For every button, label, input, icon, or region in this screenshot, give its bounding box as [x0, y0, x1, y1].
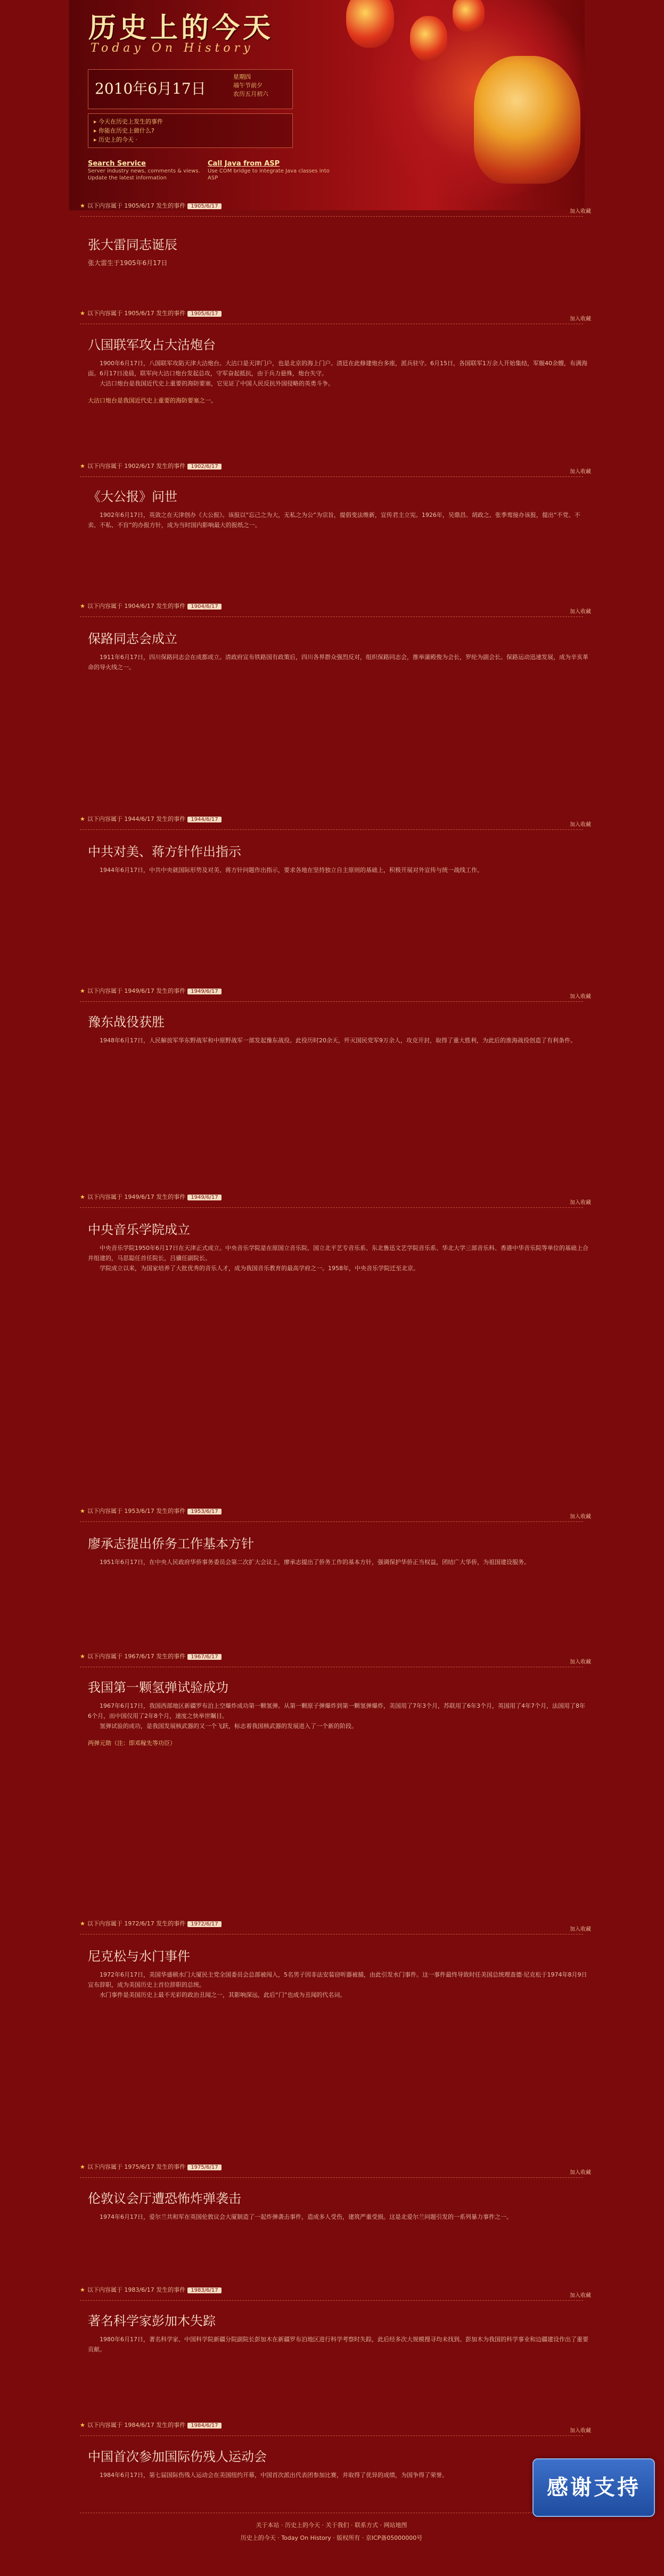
footer-link[interactable]: 关于本站 — [256, 2522, 280, 2529]
date-tag[interactable]: 1949/6/17 — [187, 1195, 221, 1200]
nav-item[interactable]: ▸ 历史上的今天 · — [94, 135, 287, 144]
date-side — [233, 73, 268, 98]
bookmark-link[interactable]: 加入收藏 — [570, 2170, 591, 2176]
date-tag[interactable]: 1949/6/17 — [187, 989, 221, 994]
promo-left-desc: Server industry news, comments & views. Update the latest information — [88, 168, 200, 181]
article — [88, 234, 588, 271]
article — [88, 2310, 588, 2355]
date-side-line: 农历五月初六 — [233, 90, 268, 97]
article-title[interactable]: 伦敦议会厅遭恐怖炸弹袭击 — [88, 2191, 241, 2206]
entry-meta-prefix: 以下内容属于 1905/6/17 发生的事件 — [87, 310, 186, 317]
article-note: 大沽口炮台是我国近代史上重要的海防要塞之一。 — [88, 397, 217, 404]
bookmark-link[interactable]: 加入收藏 — [570, 609, 591, 615]
entry-meta — [80, 1652, 591, 1663]
entry-divider — [80, 476, 583, 477]
star-icon: ★ — [80, 463, 85, 470]
entry-divider — [80, 2435, 583, 2436]
entry-meta — [80, 201, 591, 215]
entry-divider — [80, 829, 583, 830]
nav-item[interactable]: ▸ 今天在历史上发生的事件 — [94, 117, 287, 126]
entry-meta — [80, 814, 591, 828]
article — [88, 334, 588, 405]
footer-links: 关于本站 · 历史上的今天 · 关于我们 · 联系方式 · 网站地图 — [256, 2522, 407, 2529]
article-title[interactable]: 张大雷同志诞辰 — [88, 237, 177, 252]
footer-link[interactable]: 历史上的今天 — [285, 2522, 320, 2529]
article-title[interactable]: 中国首次参加国际伤残人运动会 — [88, 2449, 267, 2464]
entry-meta — [80, 602, 591, 615]
article-title[interactable]: 尼克松与水门事件 — [88, 1949, 190, 1964]
article — [88, 1533, 588, 1567]
article-note: 两弹元勋（注：即邓稼先等功臣） — [88, 1740, 176, 1747]
article-paragraph: 水门事件是美国历史上最不光彩的政治丑闻之一，其影响深远，此后“门”也成为丑闻的代名词。 — [100, 1991, 346, 1998]
article-title[interactable]: 廖承志提出侨务工作基本方针 — [88, 1536, 254, 1551]
article-title[interactable]: 保路同志会成立 — [88, 631, 177, 646]
site-subtitle: Today On History — [91, 42, 254, 55]
date-tag[interactable]: 1983/6/17 — [187, 2287, 221, 2293]
lion-dance-image — [474, 56, 580, 184]
entry-meta-prefix: 以下内容属于 1953/6/17 发生的事件 — [87, 1508, 186, 1515]
date-tag[interactable]: 1902/6/17 — [187, 464, 221, 470]
date-tag[interactable]: 1975/6/17 — [187, 2165, 221, 2170]
article-paragraph: 1911年6月17日，四川保路同志会在成都成立。清政府宣布铁路国有政策后，四川各界群众强烈反对，组织保路同志会，推举蒲殿俊为会长，罗纶为副会长。保路运动迅速发展，成为辛亥革命的导火线之一。 — [88, 654, 588, 671]
date-tag[interactable]: 1984/6/17 — [187, 2423, 221, 2429]
date-tag[interactable]: 1905/6/17 — [187, 203, 221, 209]
date-tag[interactable]: 1972/6/17 — [187, 1921, 221, 1927]
article — [88, 1011, 588, 1046]
date-tag[interactable]: 1967/6/17 — [187, 1654, 221, 1660]
entry-meta — [80, 309, 591, 322]
entry-meta — [80, 2162, 591, 2176]
promo-right-link[interactable]: Call Java from ASP — [208, 160, 280, 168]
entry-divider — [80, 616, 583, 617]
article-paragraph: 1951年6月17日，在中央人民政府华侨事务委员会第二次扩大会议上，廖承志提出了侨务工作的基本方针，强调保护华侨正当权益，团结广大华侨，为祖国建设服务。 — [100, 1559, 530, 1566]
site-header — [69, 0, 585, 210]
bookmark-link[interactable]: 加入收藏 — [570, 1200, 591, 1206]
entry-divider — [80, 1001, 583, 1002]
bookmark-link[interactable]: 加入收藏 — [570, 2293, 591, 2299]
bookmark-link[interactable]: 加入收藏 — [570, 209, 591, 215]
entry-meta-prefix: 以下内容属于 1972/6/17 发生的事件 — [87, 1920, 186, 1927]
entry-meta-prefix: 以下内容属于 1949/6/17 发生的事件 — [87, 1194, 186, 1200]
star-icon: ★ — [80, 603, 85, 610]
entry-meta — [80, 462, 591, 475]
article — [88, 2188, 588, 2222]
promo-left-link[interactable]: Search Service — [88, 160, 146, 168]
date-tag[interactable]: 1904/6/17 — [187, 604, 221, 610]
star-icon: ★ — [80, 1508, 85, 1515]
bookmark-link[interactable]: 加入收藏 — [570, 1514, 591, 1520]
date-tag[interactable]: 1953/6/17 — [187, 1509, 221, 1515]
star-icon: ★ — [80, 1194, 85, 1200]
article-paragraph: 大沽口炮台是我国近代史上重要的海防要塞，它见证了中国人民反抗外国侵略的英勇斗争。 — [100, 380, 334, 387]
article-subtitle: 张大雷生于1905年6月17日 — [88, 259, 168, 267]
star-icon: ★ — [80, 1653, 85, 1660]
star-icon: ★ — [80, 202, 85, 209]
article-paragraph: 1900年6月17日，八国联军攻陷天津大沽炮台。大沽口是天津门户，也是北京的海上门户。清廷在此修建炮台多座，派兵驻守。6月15日，各国联军1万余人开始集结，军舰40余艘，布满海面。6月17日凌晨，联军向大沽口炮台发起总攻，守军奋起抵抗，由于兵力悬殊，炮台失守。 — [88, 360, 587, 377]
article-paragraph: 1967年6月17日，我国西部地区新疆罗布泊上空爆炸成功第一颗氢弹。从第一颗原子弹爆炸到第一颗氢弹爆炸，美国用了7年3个月，苏联用了6年3个月，英国用了4年7个月，法国用了8年6个月，而中国仅用了2年8个月，速度之快举世瞩目。 — [88, 1702, 585, 1719]
article — [88, 2446, 588, 2480]
bookmark-link[interactable]: 加入收藏 — [570, 822, 591, 828]
entry-meta — [80, 2421, 591, 2434]
bookmark-link[interactable]: 加入收藏 — [570, 316, 591, 322]
article-title[interactable]: 著名科学家彭加木失踪 — [88, 2314, 216, 2328]
article-paragraph: 1944年6月17日，中共中央就国际形势及对美、蒋方针问题作出指示，要求各地在坚持独立自主原则的基础上，积极开展对外宣传与统一战线工作。 — [100, 867, 483, 874]
date-text: 2010年6月17日 — [95, 80, 206, 97]
article — [88, 1219, 588, 1273]
entry-divider — [80, 1934, 583, 1935]
entry-meta — [80, 1192, 591, 1206]
article — [88, 486, 588, 530]
header-nav — [88, 113, 293, 148]
promo-right-desc: Use COM bridge to integrate Java classes into ASP — [208, 168, 330, 181]
footer-link[interactable]: 关于我们 — [325, 2522, 349, 2529]
date-tag[interactable]: 1905/6/17 — [187, 311, 221, 317]
star-icon: ★ — [80, 2286, 85, 2293]
lantern-icon — [346, 0, 394, 48]
article-paragraph: 1974年6月17日，爱尔兰共和军在英国伦敦议会大厦制造了一起炸弹袭击事件，造成多人受伤，建筑严重受损。这是北爱尔兰问题引发的一系列暴力事件之一。 — [100, 2213, 512, 2220]
entry-meta-prefix: 以下内容属于 1984/6/17 发生的事件 — [87, 2422, 186, 2429]
entry-meta-prefix: 以下内容属于 1967/6/17 发生的事件 — [87, 1653, 186, 1660]
article-paragraph: 1902年6月17日，英敛之在天津创办《大公报》。该报以“忘己之为大，无私之为公”为宗旨，提倡变法维新，宣传君主立宪。1926年，吴鼎昌、胡政之、张季鸾接办该报，提出“不党、不卖、不私、不盲”的办报方针，成为当时国内影响最大的报纸之一。 — [88, 512, 580, 529]
article-title[interactable]: 中共对美、蒋方针作出指示 — [88, 844, 241, 859]
article-paragraph: 1972年6月17日，美国华盛顿水门大厦民主党全国委员会总部被闯入，5名男子因非法安装窃听器被捕，由此引发水门事件。这一事件最终导致时任美国总统理查德·尼克松于1974年8月9日宣布辞职，成为美国历史上首位辞职的总统。 — [88, 1971, 587, 1988]
footer-link[interactable]: 网站地图 — [383, 2522, 407, 2529]
lantern-icon — [410, 16, 447, 61]
article — [88, 841, 588, 875]
star-icon: ★ — [80, 816, 85, 822]
star-icon: ★ — [80, 2163, 85, 2170]
promo-right — [208, 160, 335, 182]
article-paragraph: 学院成立以来，为国家培养了大批优秀的音乐人才，成为我国音乐教育的最高学府之一。1958年，中央音乐学院迁至北京。 — [100, 1265, 419, 1272]
entry-meta-prefix: 以下内容属于 1902/6/17 发生的事件 — [87, 463, 186, 470]
article — [88, 628, 588, 672]
date-tag[interactable]: 1944/6/17 — [187, 817, 221, 822]
date-side-line: 端午节前夕 — [233, 82, 263, 89]
entry-meta-prefix: 以下内容属于 1904/6/17 发生的事件 — [87, 603, 186, 610]
entry-meta-prefix: 以下内容属于 1949/6/17 发生的事件 — [87, 987, 186, 994]
article — [88, 1946, 588, 2000]
star-icon: ★ — [80, 310, 85, 317]
bookmark-link[interactable]: 加入收藏 — [570, 1927, 591, 1932]
article-paragraph: 1980年6月17日，著名科学家、中国科学院新疆分院副院长彭加木在新疆罗布泊地区进行科学考察时失踪，此后经多次大规模搜寻均未找到。彭加木为我国的科学事业和边疆建设作出了重要贡献。 — [88, 2336, 588, 2353]
entry-meta — [80, 1919, 591, 1930]
article-paragraph: 1984年6月17日，第七届国际伤残人运动会在美国纽约开幕，中国首次派出代表团参加比赛，并取得了优异的成绩，为国争得了荣誉。 — [100, 2472, 448, 2479]
thanks-support-badge[interactable]: 感谢支持 — [532, 2458, 655, 2517]
entry-divider — [80, 1521, 583, 1522]
bookmark-link[interactable]: 加入收藏 — [570, 1659, 591, 1665]
promo-left — [88, 160, 216, 182]
lantern-icon — [453, 0, 485, 32]
entry-meta — [80, 2285, 591, 2299]
date-box — [88, 69, 293, 109]
article-title[interactable]: 《大公报》问世 — [88, 489, 177, 504]
bookmark-link[interactable]: 加入收藏 — [570, 469, 591, 475]
article-paragraph: 氢弹试验的成功，是我国发展核武器的又一个飞跃，标志着我国核武器的发展进入了一个新的阶段。 — [100, 1723, 357, 1730]
article-title[interactable]: 我国第一颗氢弹试验成功 — [88, 1680, 228, 1695]
entry-meta — [80, 986, 591, 1000]
entry-meta-prefix: 以下内容属于 1905/6/17 发生的事件 — [87, 202, 186, 209]
article-title[interactable]: 豫东战役获胜 — [88, 1015, 165, 1030]
bookmark-link[interactable]: 加入收藏 — [570, 994, 591, 1000]
entry-meta-prefix: 以下内容属于 1983/6/17 发生的事件 — [87, 2286, 186, 2293]
star-icon: ★ — [80, 1920, 85, 1927]
entry-divider — [80, 216, 583, 217]
article-paragraph: 中央音乐学院1950年6月17日在天津正式成立。中央音乐学院是在原国立音乐院、国立北平艺专音乐系、东北鲁迅文艺学院音乐系、华北大学三部音乐科、香港中华音乐院等单位的基础上合并组建的，马思聪任首任院长，吕骥任副院长。 — [88, 1245, 588, 1262]
date-side-line: 星期四 — [233, 73, 251, 80]
entry-divider — [80, 1207, 583, 1208]
entry-divider — [80, 2177, 583, 2178]
article — [88, 1677, 588, 1747]
entry-meta — [80, 1507, 591, 1520]
entry-meta-prefix: 以下内容属于 1975/6/17 发生的事件 — [87, 2163, 186, 2170]
bookmark-link[interactable]: 加入收藏 — [570, 2428, 591, 2434]
entry-meta-prefix: 以下内容属于 1944/6/17 发生的事件 — [87, 816, 186, 822]
article-title[interactable]: 八国联军攻占大沽炮台 — [88, 338, 216, 352]
entry-divider — [80, 2300, 583, 2301]
article-paragraph: 1948年6月17日，人民解放军华东野战军和中原野战军一部发起豫东战役。此役历时20余天，歼灭国民党军9万余人，攻克开封，取得了重大胜利，为此后的淮海战役创造了有利条件。 — [100, 1037, 576, 1044]
footer-link[interactable]: 联系方式 — [355, 2522, 378, 2529]
nav-item[interactable]: ▸ 你能在历史上做什么? — [94, 126, 287, 135]
site-footer — [80, 2513, 583, 2561]
site-title: 历史上的今天 — [88, 12, 274, 44]
article-title[interactable]: 中央音乐学院成立 — [88, 1222, 190, 1237]
star-icon: ★ — [80, 2422, 85, 2429]
star-icon: ★ — [80, 987, 85, 994]
footer-copyright: 历史上的今天 · Today On History · 版权所有 · 京ICP备05000000号 — [240, 2534, 423, 2541]
